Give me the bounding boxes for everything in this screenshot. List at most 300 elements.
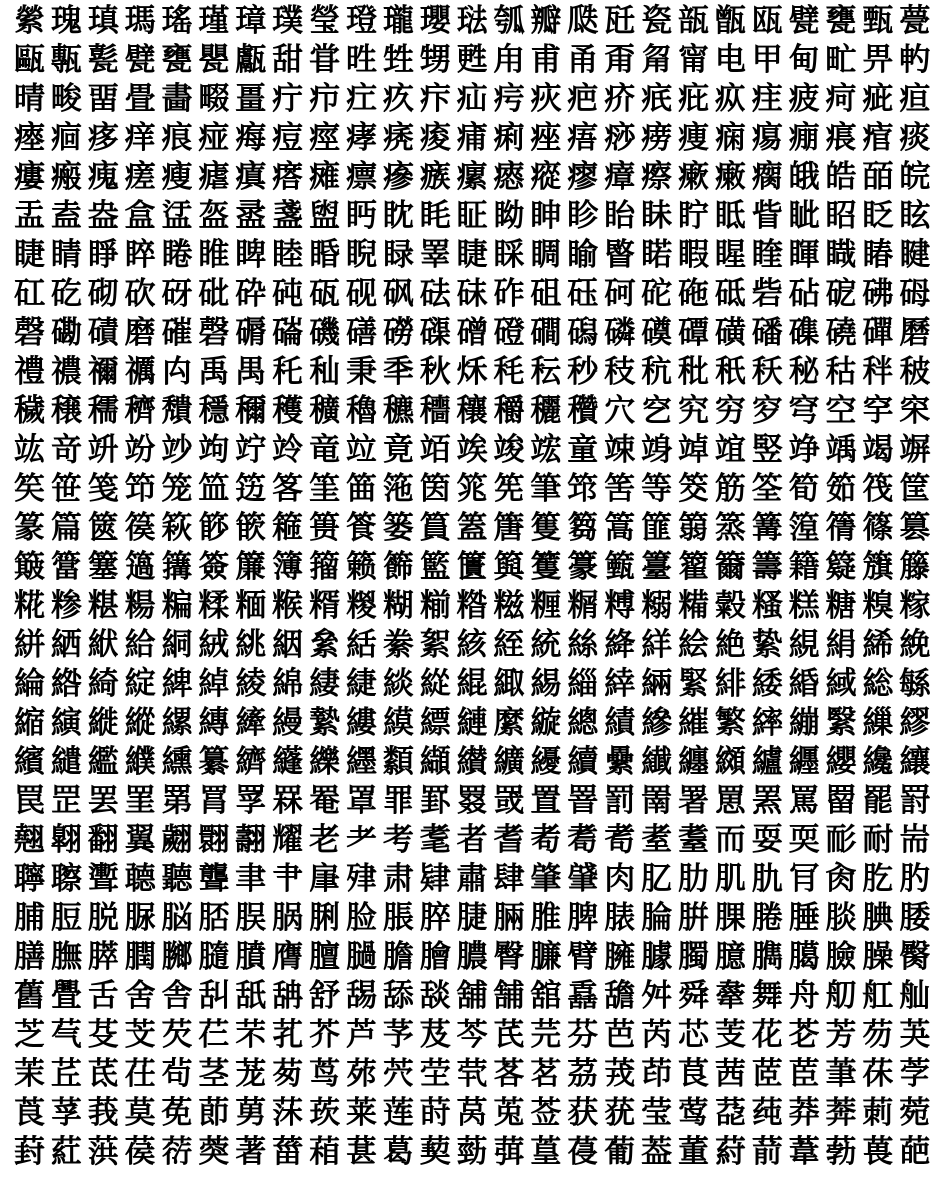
glyph: 皓 xyxy=(825,159,857,195)
glyph: 縵 xyxy=(272,705,304,741)
glyph: 纉 xyxy=(456,744,488,780)
glyph: 眝 xyxy=(677,198,709,234)
glyph: 筏 xyxy=(862,471,894,507)
glyph: 砚 xyxy=(345,276,377,312)
glyph: 疭 xyxy=(714,81,746,117)
glyph: 総 xyxy=(862,666,894,702)
glyph: 脸 xyxy=(345,900,377,936)
glyph: 眨 xyxy=(862,198,894,234)
glyph: 瘵 xyxy=(641,159,673,195)
glyph: 脻 xyxy=(456,900,488,936)
glyph: 篘 xyxy=(567,510,599,546)
glyph: 篚 xyxy=(641,510,673,546)
glyph: 秛 xyxy=(899,354,931,390)
glyph: 砣 xyxy=(641,276,673,312)
glyph: 繃 xyxy=(788,705,820,741)
glyph: 竟 xyxy=(382,432,414,468)
glyph: 聾 xyxy=(198,861,230,897)
glyph: 罦 xyxy=(235,783,267,819)
glyph: 盂 xyxy=(13,198,45,234)
glyph: 竨 xyxy=(677,432,709,468)
glyph: 膻 xyxy=(309,939,341,975)
glyph: 脹 xyxy=(382,900,414,936)
glyph: 眧 xyxy=(825,198,857,234)
glyph: 秋 xyxy=(419,354,451,390)
glyph: 葙 xyxy=(309,1134,341,1170)
glyph: 舓 xyxy=(345,978,377,1014)
glyph: 睪 xyxy=(419,237,451,273)
glyph-row xyxy=(0,158,931,197)
glyph: 篡 xyxy=(899,510,931,546)
glyph: 篙 xyxy=(604,510,636,546)
glyph: 繀 xyxy=(677,705,709,741)
glyph: 舠 xyxy=(825,978,857,1014)
glyph: 脱 xyxy=(87,900,119,936)
glyph: 电 xyxy=(714,42,746,78)
glyph: 禺 xyxy=(235,354,267,390)
glyph: 膴 xyxy=(50,939,82,975)
glyph: 肌 xyxy=(714,861,746,897)
glyph: 睵 xyxy=(825,237,857,273)
glyph: 竪 xyxy=(751,432,783,468)
glyph: 縮 xyxy=(13,705,45,741)
glyph: 眕 xyxy=(567,198,599,234)
glyph: 禹 xyxy=(198,354,230,390)
glyph: 肈 xyxy=(567,861,599,897)
glyph: 籎 xyxy=(825,549,857,585)
glyph: 統 xyxy=(530,627,562,663)
glyph: 磻 xyxy=(751,315,783,351)
glyph: 竗 xyxy=(161,432,193,468)
glyph: 篝 xyxy=(751,510,783,546)
glyph: 皒 xyxy=(788,159,820,195)
glyph: 秖 xyxy=(714,354,746,390)
glyph: 璞 xyxy=(272,3,304,39)
glyph-row xyxy=(0,626,931,665)
glyph: 翼 xyxy=(124,822,156,858)
glyph: 皕 xyxy=(862,159,894,195)
glyph: 疔 xyxy=(272,81,304,117)
glyph: 緂 xyxy=(382,666,414,702)
glyph: 緅 xyxy=(493,666,525,702)
glyph: 痩 xyxy=(677,120,709,156)
glyph: 穣 xyxy=(50,393,82,429)
glyph: 莱 xyxy=(345,1095,377,1131)
glyph: 纇 xyxy=(382,744,414,780)
glyph: 葧 xyxy=(825,1134,857,1170)
glyph: 睷 xyxy=(899,237,931,273)
glyph: 糔 xyxy=(751,588,783,624)
glyph: 砑 xyxy=(161,276,193,312)
glyph: 瘴 xyxy=(604,159,636,195)
glyph: 璋 xyxy=(235,3,267,39)
glyph: 磼 xyxy=(788,315,820,351)
glyph: 莽 xyxy=(788,1095,820,1131)
glyph: 莨 xyxy=(13,1095,45,1131)
glyph: 畳 xyxy=(124,81,156,117)
glyph: 穤 xyxy=(87,393,119,429)
glyph-row xyxy=(0,860,931,899)
glyph: 絧 xyxy=(161,627,193,663)
glyph: 竢 xyxy=(456,432,488,468)
glyph: 肀 xyxy=(272,861,304,897)
glyph: 竚 xyxy=(235,432,267,468)
glyph: 穯 xyxy=(419,393,451,429)
glyph: 眄 xyxy=(345,198,377,234)
glyph: 罨 xyxy=(309,783,341,819)
glyph: 疵 xyxy=(862,81,894,117)
glyph: 舑 xyxy=(272,978,304,1014)
glyph: 耍 xyxy=(751,822,783,858)
glyph: 絹 xyxy=(825,627,857,663)
glyph: 磮 xyxy=(272,315,304,351)
glyph: 芮 xyxy=(641,1017,673,1053)
glyph: 笽 xyxy=(198,471,230,507)
glyph: 甎 xyxy=(50,42,82,78)
glyph: 簹 xyxy=(50,549,82,585)
glyph: 舛 xyxy=(641,978,673,1014)
glyph: 脰 xyxy=(50,900,82,936)
glyph: 睮 xyxy=(567,237,599,273)
glyph-row xyxy=(0,41,931,80)
glyph: 穢 xyxy=(13,393,45,429)
glyph: 畃 xyxy=(899,42,931,78)
glyph: 而 xyxy=(714,822,746,858)
glyph: 砤 xyxy=(677,276,709,312)
glyph: 琺 xyxy=(456,3,488,39)
glyph: 纄 xyxy=(272,744,304,780)
glyph: 耉 xyxy=(604,822,636,858)
glyph: 罡 xyxy=(50,783,82,819)
glyph: 臈 xyxy=(788,939,820,975)
glyph: 磷 xyxy=(604,315,636,351)
glyph: 痮 xyxy=(825,120,857,156)
glyph: 篛 xyxy=(677,510,709,546)
glyph: 甓 xyxy=(788,3,820,39)
glyph: 纀 xyxy=(124,744,156,780)
glyph: 芧 xyxy=(382,1017,414,1053)
glyph: 籊 xyxy=(677,549,709,585)
glyph: 糗 xyxy=(862,588,894,624)
glyph: 罯 xyxy=(567,783,599,819)
glyph: 緐 xyxy=(899,666,931,702)
glyph: 簺 xyxy=(87,549,119,585)
glyph: 莰 xyxy=(309,1095,341,1131)
glyph: 畵 xyxy=(161,81,193,117)
glyph: 繁 xyxy=(714,705,746,741)
glyph: 睲 xyxy=(714,237,746,273)
glyph: 磬 xyxy=(13,315,45,351)
glyph: 綺 xyxy=(87,666,119,702)
glyph: 筁 xyxy=(345,471,377,507)
glyph: 茕 xyxy=(456,1056,488,1092)
glyph: 籃 xyxy=(419,549,451,585)
glyph: 秕 xyxy=(677,354,709,390)
glyph: 腇 xyxy=(899,900,931,936)
glyph: 痖 xyxy=(198,120,230,156)
glyph: 舕 xyxy=(419,978,451,1014)
glyph: 瘨 xyxy=(235,159,267,195)
glyph: 睥 xyxy=(235,237,267,273)
glyph: 罭 xyxy=(493,783,525,819)
glyph: 筈 xyxy=(604,471,636,507)
glyph: 糃 xyxy=(124,588,156,624)
glyph: 膹 xyxy=(235,939,267,975)
glyph: 盔 xyxy=(198,198,230,234)
glyph: 秗 xyxy=(751,354,783,390)
glyph: 聺 xyxy=(50,861,82,897)
glyph: 砩 xyxy=(862,276,894,312)
glyph: 緋 xyxy=(714,666,746,702)
glyph: 著 xyxy=(235,1134,267,1170)
glyph: 芞 xyxy=(50,1017,82,1053)
glyph-row xyxy=(0,509,931,548)
glyph: 聽 xyxy=(161,861,193,897)
glyph: 痢 xyxy=(493,120,525,156)
glyph: 葛 xyxy=(382,1134,414,1170)
glyph-row xyxy=(0,938,931,977)
glyph: 痫 xyxy=(714,120,746,156)
glyph: 穪 xyxy=(235,393,267,429)
glyph: 纔 xyxy=(862,744,894,780)
glyph: 甖 xyxy=(198,42,230,78)
glyph: 縸 xyxy=(382,705,414,741)
glyph: 磽 xyxy=(825,315,857,351)
glyph: 臊 xyxy=(862,939,894,975)
glyph-row xyxy=(0,1016,931,1055)
glyph: 耑 xyxy=(899,822,931,858)
glyph: 瓣 xyxy=(530,3,562,39)
glyph: 葕 xyxy=(161,1134,193,1170)
glyph: 竔 xyxy=(87,432,119,468)
glyph: 綻 xyxy=(124,666,156,702)
glyph: 耀 xyxy=(272,822,304,858)
glyph: 甄 xyxy=(862,3,894,39)
glyph: 畷 xyxy=(198,81,230,117)
glyph: 畺 xyxy=(235,81,267,117)
glyph: 茒 xyxy=(345,1056,377,1092)
glyph: 舎 xyxy=(161,978,193,1014)
glyph: 脶 xyxy=(272,900,304,936)
glyph: 畯 xyxy=(50,81,82,117)
glyph: 瑱 xyxy=(87,3,119,39)
glyph: 疚 xyxy=(382,81,414,117)
glyph: 疰 xyxy=(751,81,783,117)
glyph: 膳 xyxy=(13,939,45,975)
glyph: 茔 xyxy=(419,1056,451,1092)
glyph: 臅 xyxy=(677,939,709,975)
glyph: 疴 xyxy=(825,81,857,117)
glyph: 舚 xyxy=(604,978,636,1014)
glyph: 芲 xyxy=(788,1017,820,1053)
glyph: 肋 xyxy=(677,861,709,897)
glyph: 穫 xyxy=(272,393,304,429)
glyph: 脲 xyxy=(124,900,156,936)
glyph: 竑 xyxy=(13,432,45,468)
glyph: 茊 xyxy=(50,1056,82,1092)
glyph: 莪 xyxy=(87,1095,119,1131)
glyph-row xyxy=(0,431,931,470)
glyph: 芳 xyxy=(825,1017,857,1053)
glyph: 緄 xyxy=(456,666,488,702)
glyph: 翾 xyxy=(198,822,230,858)
glyph: 秔 xyxy=(641,354,673,390)
glyph: 砟 xyxy=(493,276,525,312)
glyph: 茗 xyxy=(530,1056,562,1092)
glyph: 睬 xyxy=(493,237,525,273)
glyph: 芨 xyxy=(419,1017,451,1053)
glyph: 瘞 xyxy=(13,120,45,156)
glyph: 臉 xyxy=(825,939,857,975)
glyph: 舡 xyxy=(862,978,894,1014)
glyph: 睱 xyxy=(677,237,709,273)
glyph: 膸 xyxy=(198,939,230,975)
glyph: 繾 xyxy=(50,744,82,780)
glyph: 膷 xyxy=(161,939,193,975)
glyph: 皖 xyxy=(899,159,931,195)
glyph: 睜 xyxy=(87,237,119,273)
glyph: 眑 xyxy=(493,198,525,234)
glyph: 砠 xyxy=(530,276,562,312)
glyph: 臇 xyxy=(751,939,783,975)
glyph: 瘲 xyxy=(530,159,562,195)
glyph: 芬 xyxy=(567,1017,599,1053)
glyph: 脿 xyxy=(604,900,636,936)
glyph: 罱 xyxy=(641,783,673,819)
glyph: 秙 xyxy=(825,354,857,390)
glyph: 禲 xyxy=(124,354,156,390)
glyph: 纃 xyxy=(235,744,267,780)
glyph: 纏 xyxy=(677,744,709,780)
glyph: 甠 xyxy=(345,42,377,78)
glyph: 腄 xyxy=(788,900,820,936)
glyph: 耎 xyxy=(788,822,820,858)
glyph: 瓿 xyxy=(677,3,709,39)
glyph: 砕 xyxy=(235,276,267,312)
glyph-row xyxy=(0,899,931,938)
glyph: 竛 xyxy=(272,432,304,468)
glyph: 芵 xyxy=(899,1017,931,1053)
glyph: 甥 xyxy=(419,42,451,78)
glyph: 瓩 xyxy=(604,3,636,39)
glyph-row xyxy=(0,80,931,119)
glyph: 盒 xyxy=(124,198,156,234)
glyph: 絯 xyxy=(456,627,488,663)
glyph: 茖 xyxy=(493,1056,525,1092)
glyph: 笻 xyxy=(124,471,156,507)
glyph: 甮 xyxy=(641,42,673,78)
glyph: 穲 xyxy=(530,393,562,429)
glyph: 笾 xyxy=(235,471,267,507)
glyph: 磳 xyxy=(456,315,488,351)
glyph: 籁 xyxy=(345,549,377,585)
glyph: 磬 xyxy=(198,315,230,351)
glyph: 籐 xyxy=(899,549,931,585)
glyph: 篖 xyxy=(493,510,525,546)
glyph: 罩 xyxy=(345,783,377,819)
glyph: 茟 xyxy=(825,1056,857,1092)
glyph: 罸 xyxy=(899,783,931,819)
glyph: 芡 xyxy=(161,1017,193,1053)
glyph: 莹 xyxy=(641,1095,673,1131)
glyph: 膿 xyxy=(456,939,488,975)
glyph: 篜 xyxy=(714,510,746,546)
glyph: 磴 xyxy=(493,315,525,351)
glyph: 籋 xyxy=(714,549,746,585)
glyph: 籌 xyxy=(751,549,783,585)
glyph-row xyxy=(0,782,931,821)
glyph: 穧 xyxy=(124,393,156,429)
glyph: 纂 xyxy=(198,744,230,780)
glyph: 竫 xyxy=(788,432,820,468)
glyph: 瑰 xyxy=(50,3,82,39)
glyph: 舗 xyxy=(493,978,525,1014)
glyph: 秚 xyxy=(862,354,894,390)
glyph: 翻 xyxy=(87,822,119,858)
glyph: 甑 xyxy=(714,3,746,39)
glyph: 莮 xyxy=(235,1095,267,1131)
glyph: 瘧 xyxy=(198,159,230,195)
glyph: 纁 xyxy=(161,744,193,780)
glyph: 緎 xyxy=(825,666,857,702)
glyph: 疤 xyxy=(567,81,599,117)
glyph: 眛 xyxy=(641,198,673,234)
glyph: 莻 xyxy=(714,1095,746,1131)
glyph: 糅 xyxy=(198,588,230,624)
glyph: 竦 xyxy=(604,432,636,468)
glyph: 罪 xyxy=(382,783,414,819)
glyph: 睟 xyxy=(124,237,156,273)
glyph: 睶 xyxy=(862,237,894,273)
glyph: 笺 xyxy=(87,471,119,507)
glyph: 竝 xyxy=(345,432,377,468)
glyph: 秅 xyxy=(272,354,304,390)
glyph: 置 xyxy=(530,783,562,819)
glyph: 甲 xyxy=(751,42,783,78)
glyph: 膽 xyxy=(382,939,414,975)
glyph: 腀 xyxy=(641,900,673,936)
glyph: 罠 xyxy=(13,783,45,819)
glyph: 舞 xyxy=(751,978,783,1014)
glyph: 署 xyxy=(677,783,709,819)
glyph: 盝 xyxy=(235,198,267,234)
glyph: 等 xyxy=(641,471,673,507)
glyph-row xyxy=(0,353,931,392)
glyph: 葑 xyxy=(13,1134,45,1170)
glyph-row xyxy=(0,548,931,587)
glyph: 糑 xyxy=(641,588,673,624)
glyph: 績 xyxy=(604,705,636,741)
glyph: 磿 xyxy=(899,315,931,351)
glyph: 磺 xyxy=(714,315,746,351)
glyph: 葡 xyxy=(604,1134,636,1170)
glyph: 葠 xyxy=(567,1134,599,1170)
glyph: 莯 xyxy=(272,1095,304,1131)
glyph: 磰 xyxy=(345,315,377,351)
glyph: 肄 xyxy=(419,861,451,897)
glyph: 瓯 xyxy=(751,3,783,39)
glyph: 竘 xyxy=(198,432,230,468)
glyph: 禯 xyxy=(50,354,82,390)
glyph: 穭 xyxy=(345,393,377,429)
glyph: 睧 xyxy=(309,237,341,273)
glyph: 疸 xyxy=(899,81,931,117)
glyph: 肉 xyxy=(604,861,636,897)
glyph: 縲 xyxy=(161,705,193,741)
glyph: 芭 xyxy=(604,1017,636,1053)
glyph: 脳 xyxy=(161,900,193,936)
glyph-row xyxy=(0,119,931,158)
